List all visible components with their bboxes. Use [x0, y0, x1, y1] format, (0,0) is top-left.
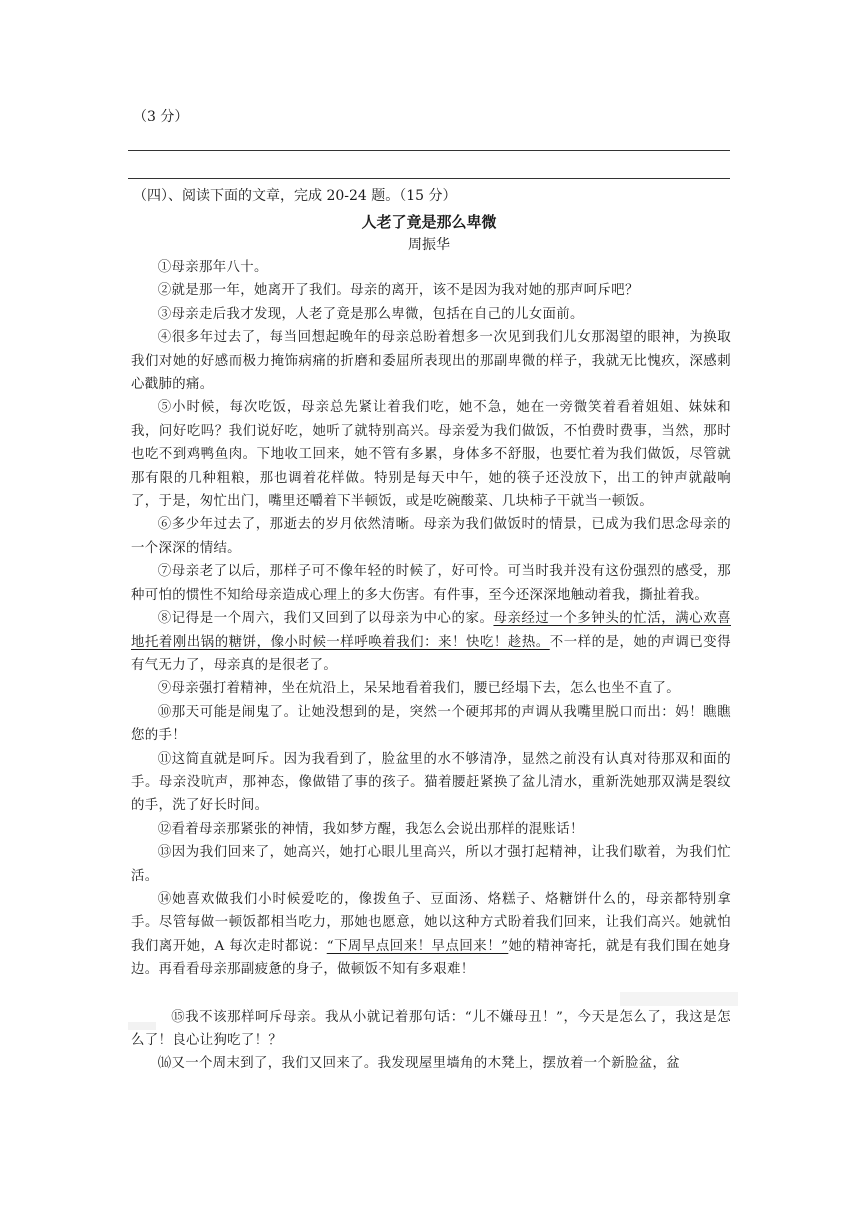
underlined-quote: “下周早点回来！早点回来！” [326, 938, 509, 954]
article-body [131, 256, 731, 1076]
paragraph-7: ⑦母亲老了以后，那样子可不像年轻的时候了，好可怜。可当时我并没有这份强烈的感受，那种可怕的惯性不知给母亲造成心理上的多大伤害。有件事，至今还深深地触动着我，撕扯着我。 [131, 564, 731, 603]
paragraph-14 [131, 888, 731, 982]
paragraph-6: ⑥多少年过去了，那逝去的岁月依然清晰。母亲为我们做饭时的情景，已成为我们思念母亲的一个深深的情结。 [131, 517, 731, 556]
article-title: 人老了竟是那么卑微 [361, 213, 497, 231]
paragraph-11: ⑪这简直就是呵斥。因为我看到了，脸盆里的水不够清净，显然之前没有认真对待那双和面的手。母亲没吭声，那神态，像做错了事的孩子。猫着腰赶紧换了盆儿清水，重新洗她那双满是裂纹的手，洗了好长时间。 [131, 751, 731, 814]
scan-artifact [620, 992, 738, 1006]
scan-artifact [128, 1022, 156, 1030]
paragraph-8-tail: 不一样的是，她的声调已变得有气无力了，母亲真的是很老了。 [131, 634, 731, 673]
paragraph-16: ⒃又一个周末到了，我们又回来了。我发现屋里墙角的木凳上，摆放着一个新脸盆，盆 [157, 1056, 680, 1072]
score-label: （3 分） [133, 109, 189, 125]
section-heading: （四）、阅读下面的文章，完成 20-24 题。（15 分） [133, 188, 457, 204]
paragraph-8 [131, 607, 731, 677]
answer-line [128, 178, 730, 179]
paragraph-9: ⑨母亲强打着精神，坐在炕沿上，呆呆地看着我们，腰已经塌下去，怎么也坐不直了。 [157, 681, 680, 697]
answer-line [128, 150, 730, 151]
paragraph-14-tail: 她的精神寄托，就是有我们围在她身边。再看看母亲那副疲惫的身子，做顿饭不知有多艰难！ [131, 938, 731, 978]
paragraph-10: ⑩那天可能是闹鬼了。让她没想到的是，突然一个硬邦邦的声调从我嘴里脱口而出：妈！瞧瞧您的手！ [131, 704, 731, 744]
paragraph-3: ③母亲走后我才发现，人老了竟是那么卑微，包括在自己的儿女面前。 [157, 306, 584, 322]
underlined-sentence: 母亲经过一个多钟头的忙活，满心欢喜地托着刚出锅的糖饼，像小时候一样呼唤着我们：来！快吃！趁热。 [131, 611, 731, 650]
paragraph-1: ①母亲那年八十。 [157, 260, 268, 275]
article-author: 周振华 [408, 237, 450, 253]
paragraph-13: ⑬因为我们回来了，她高兴，她打心眼儿里高兴，所以才强打起精神，让我们歇着，为我们忙活。 [131, 845, 731, 884]
paragraph-15: ⑮我不该那样呵斥母亲。我从小就记着那句话：“儿不嫌母丑！”，今天是怎么了，我这是怎么了！良心让狗吃了！？ [131, 1009, 731, 1048]
paragraph-2: ②就是那一年，她离开了我们。母亲的离开，该不是因为我对她的那声呵斥吧？ [157, 283, 639, 299]
paragraph-4: ④很多年过去了，每当回想起晚年的母亲总盼着想多一次见到我们儿女那渴望的眼神，为换取我们对她的好感而极力掩饰病痛的折磨和委屈所表现出的那副卑微的样子，我就无比愧疚，深感刺心戳肺的痛。 [131, 330, 731, 393]
paragraph-12: ⑫看着母亲那紧张的神情，我如梦方醒，我怎么会说出那样的混账话！ [157, 821, 584, 837]
paragraph-14-lead: ⑭她喜欢做我们小时候爱吃的，像拨鱼子、豆面汤、烙糕子、烙糖饼什么的，母亲都特别拿手。尽管每做一顿饭都相当吃力，那她也愿意，她以这种方式盼着我们回来，让我们高兴。她就怕我们离开她，A 每次走时都说： [131, 891, 731, 954]
paragraph-5: ⑤小时候，每次吃饭，母亲总先紧让着我们吃，她不急，她在一旁微笑着看着姐姐、妹妹和我，问好吃吗？我们说好吃，她听了就特别高兴。母亲爱为我们做饭，不怕费时费事，当然，那时也吃不到鸡鸭鱼肉。下地收工回来，她不管有多累，身体多不舒服，也要忙着为我们做饭，尽管就那有限的几种粗粮，那也调着花样做。特别是每天中午，她的筷子还没放下，出工的钟声就敲响了，于是，匆忙出门，嘴里还嚼着下半顿饭，或是吃碗酸菜、几块柿子干就当一顿饭。 [131, 400, 731, 510]
paragraph-8-lead: ⑧记得是一个周六，我们又回到了以母亲为中心的家。 [157, 611, 494, 627]
